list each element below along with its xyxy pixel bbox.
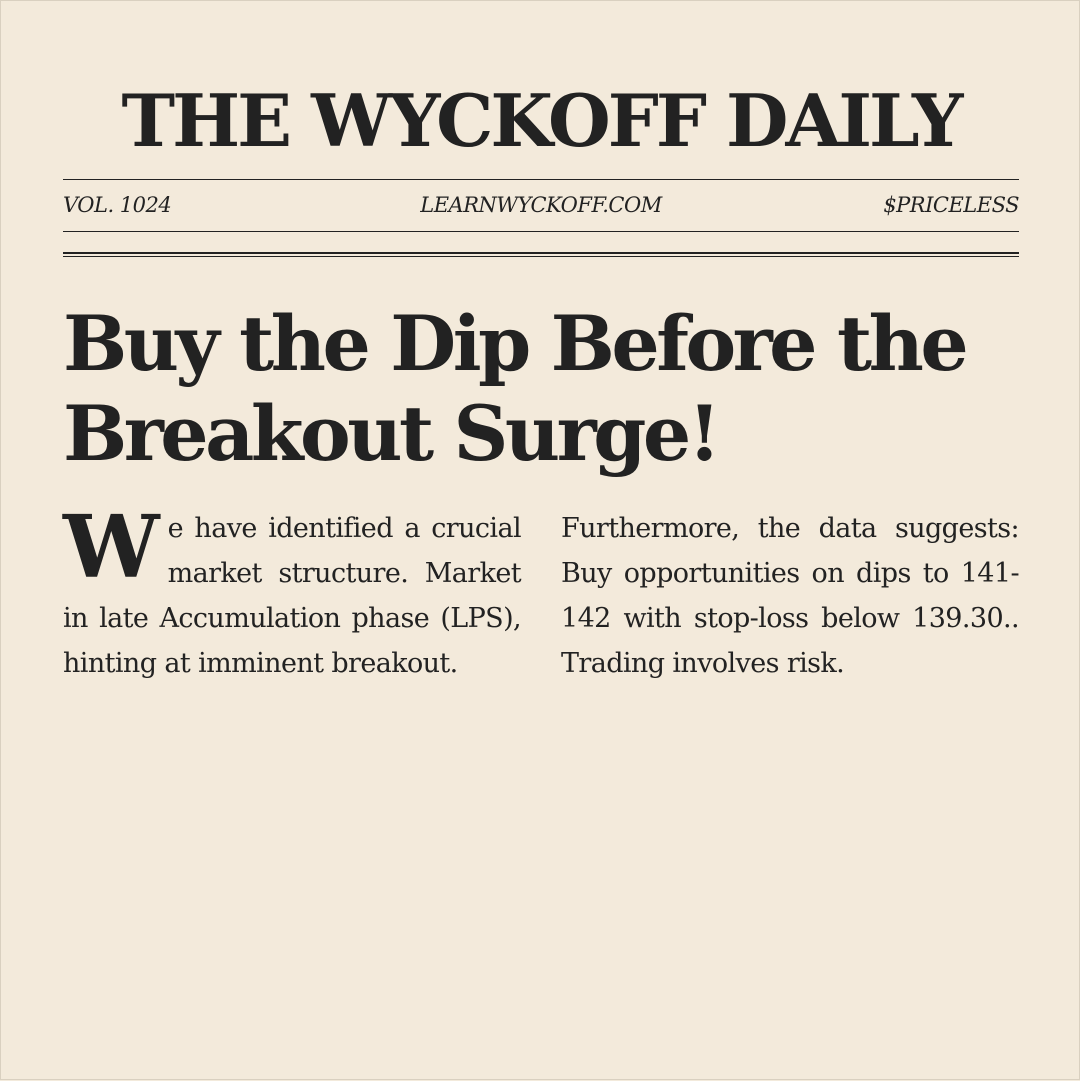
double-rule-thin [63,256,1019,257]
volume-label: VOL. 1024 [63,193,172,217]
left-column-text: e have identified a crucial market structure. Market in late Accumulation phase (LPS), hinting at imminent breakout. [63,513,521,679]
price-label: $PRICELESS [883,193,1019,217]
website-label: LEARNWYCKOFF.COM [420,193,662,217]
drop-cap: W [63,497,160,598]
article-column-left [63,497,521,686]
info-bottom-rule [63,231,1019,232]
double-rule-thick [63,252,1019,254]
masthead-title: THE WYCKOFF DAILY [121,78,961,163]
article-headline: Buy the Dip Before the Breakout Surge! [63,299,966,478]
info-bar [63,191,1019,219]
article-column-right: Furthermore, the data suggests: Buy opportunities on dips to 141-142 with stop-loss below 139.30.. Trading involves risk. [561,513,1019,679]
newspaper-page [63,1,1019,1081]
top-rule [63,179,1019,180]
